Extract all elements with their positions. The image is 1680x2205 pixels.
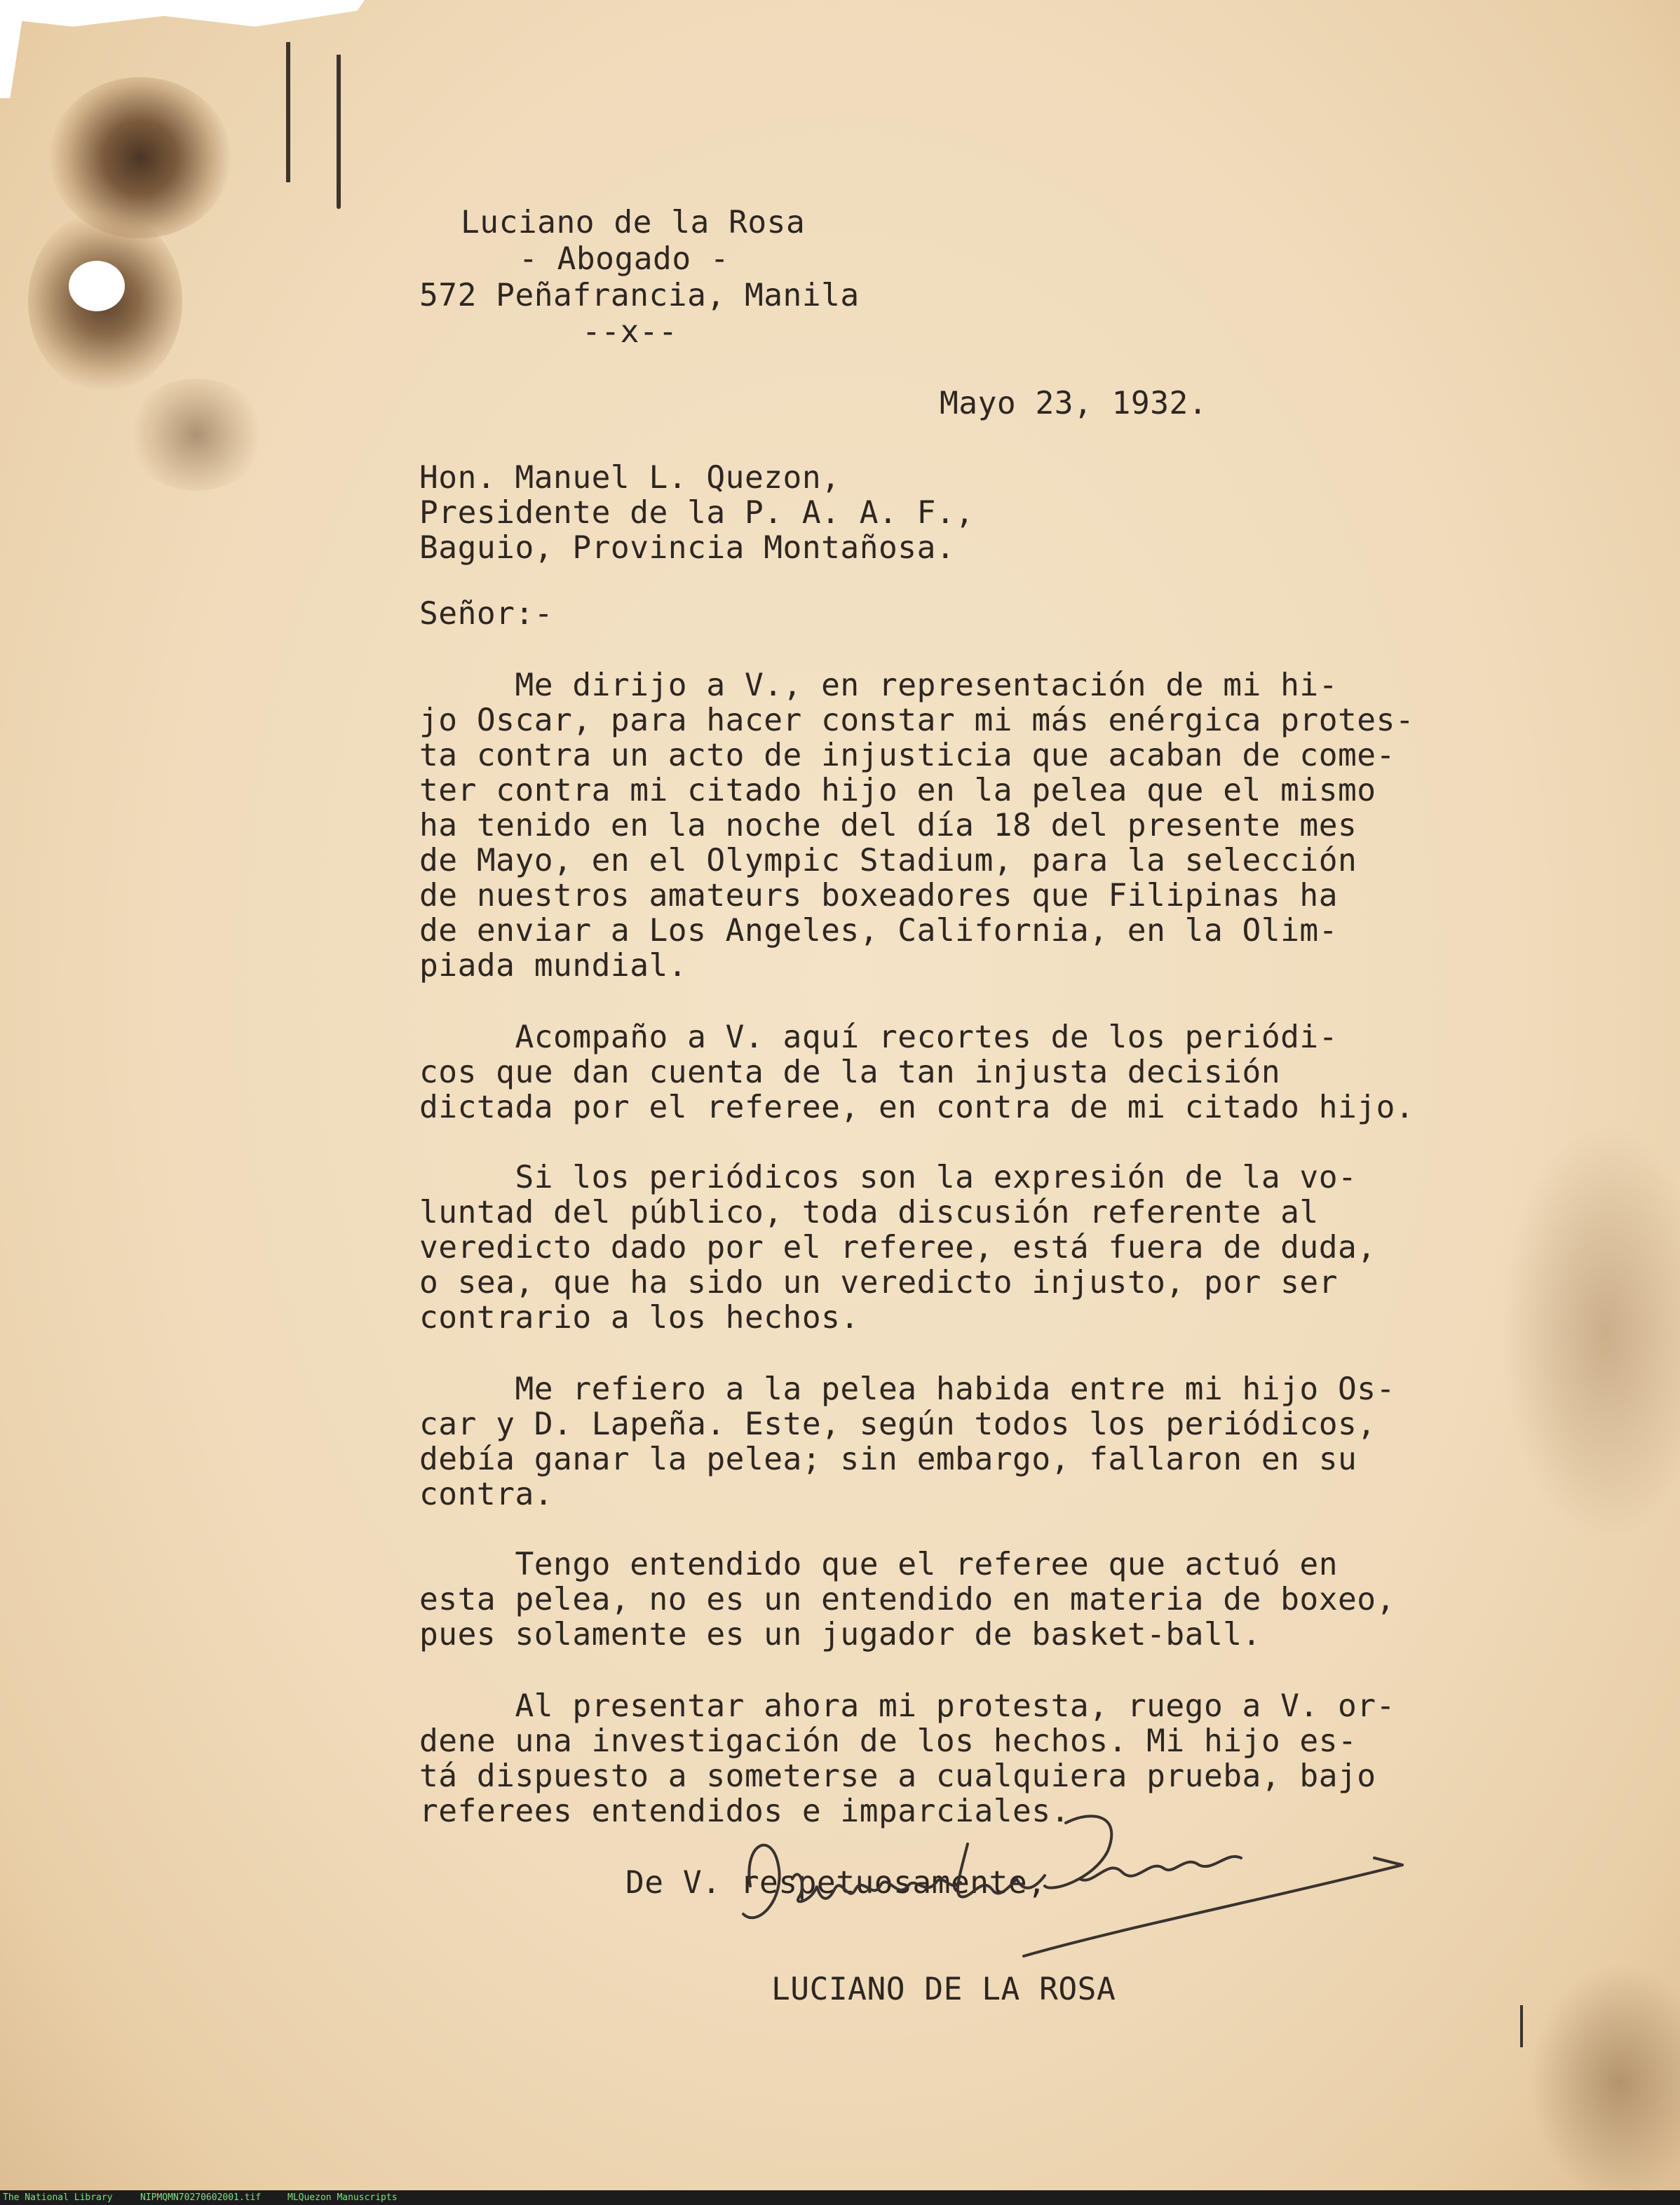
paper-hole — [69, 261, 125, 311]
footer-file: NIPMQMN70270602001.tif — [140, 2192, 262, 2203]
body-line: jo Oscar, para hacer constar mi más enérgica protes- — [419, 703, 1415, 738]
body-line: cos que dan cuenta de la tan injusta decisión — [419, 1054, 1281, 1090]
body-line: ha tenido en la noche del día 18 del presente mes — [419, 808, 1357, 843]
body-line: de enviar a Los Angeles, California, en la Olim- — [419, 913, 1338, 949]
file-mark — [286, 42, 290, 182]
margin-mark — [1520, 2005, 1523, 2047]
body-line: dene una investigación de los hechos. Mi hijo es- — [419, 1723, 1357, 1759]
body-line: contra. — [419, 1477, 554, 1512]
age-stain — [126, 379, 266, 491]
body-line: referees entendidos e imparciales. — [419, 1793, 1070, 1829]
body-line: Me dirijo a V., en representación de mi hi- — [419, 667, 1338, 703]
torn-corner — [0, 0, 365, 27]
body-line: esta pelea, no es un entendido en materia de boxeo, — [419, 1582, 1395, 1617]
body-line: de Mayo, en el Olympic Stadium, para la selección — [419, 843, 1357, 878]
letterhead-title: - Abogado - — [519, 241, 730, 277]
body-line: Tengo entendido que el referee que actuó en — [419, 1547, 1338, 1582]
scan-footer — [0, 2190, 1680, 2205]
footer-library: The National Library — [3, 2192, 113, 2203]
burn-stain — [49, 77, 231, 238]
letterhead-address: 572 Peñafrancia, Manila — [419, 278, 860, 313]
body-line: veredicto dado por el referee, está fuera de duda, — [419, 1230, 1376, 1266]
body-line: contrario a los hechos. — [419, 1300, 860, 1336]
letterhead-separator: --x-- — [582, 314, 678, 350]
body-line: o sea, que ha sido un veredicto injusto, por ser — [419, 1265, 1338, 1301]
age-stain — [1529, 1963, 1680, 2190]
body-line: dictada por el referee, en contra de mi citado hijo. — [419, 1090, 1415, 1125]
letter-date: Mayo 23, 1932. — [940, 386, 1208, 421]
body-line: debía ganar la pelea; sin embargo, fallaron en su — [419, 1441, 1357, 1477]
body-line: luntad del público, toda discusión referente al — [419, 1195, 1319, 1230]
recipient-line: Baguio, Provincia Montañosa. — [419, 530, 956, 566]
torn-edge — [0, 0, 25, 98]
handwritten-signature — [729, 1802, 1423, 1984]
age-stain — [1501, 1122, 1680, 1542]
typed-signature-name: LUCIANO DE LA ROSA — [771, 1972, 1116, 2007]
body-line: pues solamente es un jugador de basket-ball. — [419, 1617, 1261, 1653]
body-line: Si los periódicos son la expresión de la vo- — [419, 1160, 1357, 1195]
recipient-line: Hon. Manuel L. Quezon, — [419, 460, 841, 496]
body-line: ta contra un acto de injusticia que acaban de come- — [419, 738, 1395, 773]
body-line: Acompaño a V. aquí recortes de los periódi- — [419, 1019, 1338, 1055]
body-line: ter contra mi citado hijo en la pelea que el mismo — [419, 773, 1376, 808]
footer-collection: MLQuezon Manuscripts — [287, 2192, 398, 2203]
body-line: de nuestros amateurs boxeadores que Filipinas ha — [419, 878, 1338, 914]
salutation: Señor:- — [419, 596, 554, 632]
body-line: tá dispuesto a someterse a cualquiera prueba, bajo — [419, 1758, 1376, 1794]
body-line: Me refiero a la pelea habida entre mi hijo Os- — [419, 1371, 1395, 1407]
letterhead-name: Luciano de la Rosa — [461, 205, 806, 240]
body-line: car y D. Lapeña. Este, según todos los periódicos, — [419, 1406, 1376, 1442]
body-line: Al presentar ahora mi protesta, ruego a V. or- — [419, 1688, 1395, 1724]
closing: De V. respetuosamente, — [625, 1865, 1047, 1901]
body-line: piada mundial. — [419, 948, 688, 984]
recipient-line: Presidente de la P. A. A. F., — [419, 495, 975, 531]
file-mark — [337, 55, 341, 209]
